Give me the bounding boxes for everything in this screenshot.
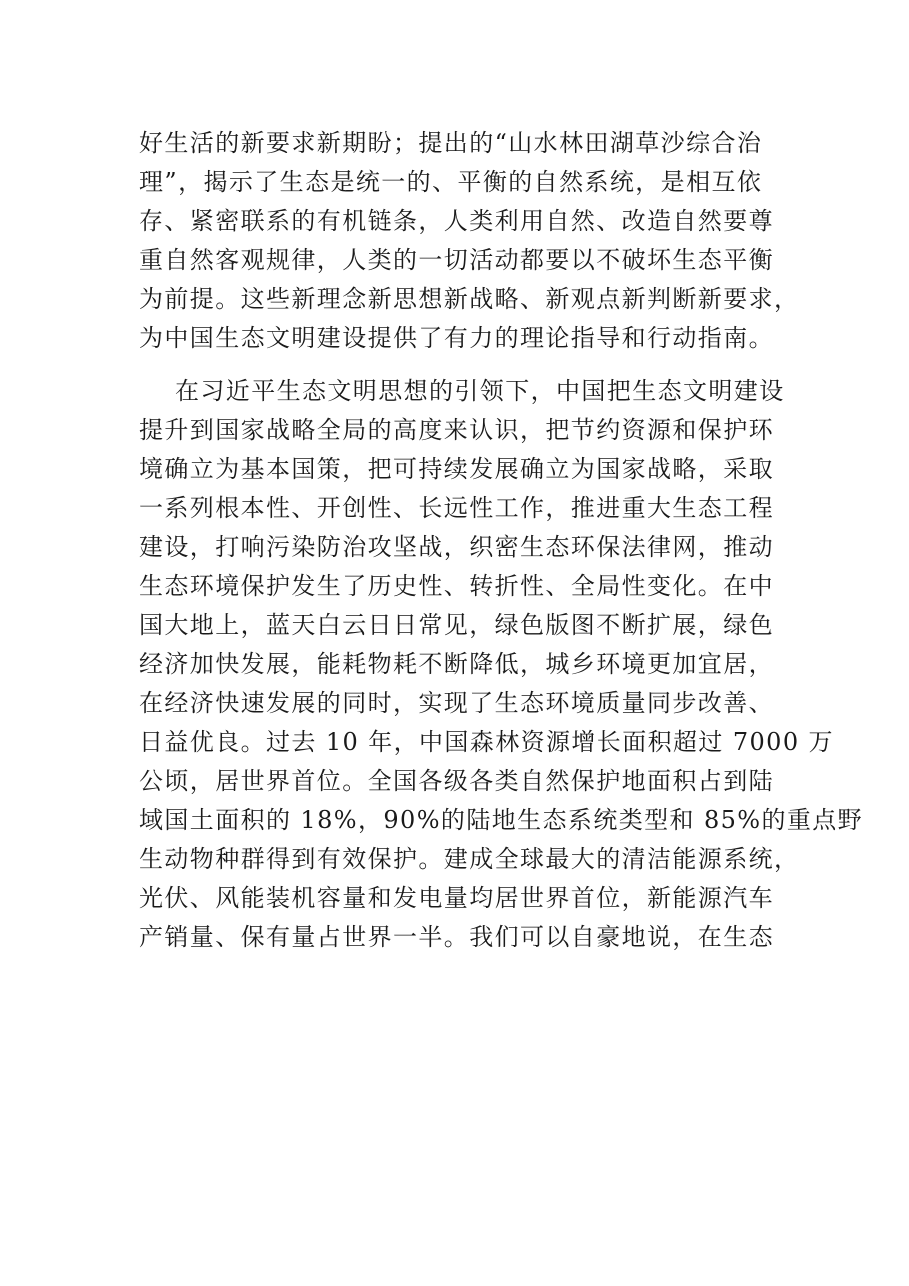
text-line: 光伏、风能装机容量和发电量均居世界首位，新能源汽车 [139,884,774,912]
paragraph-1 [139,124,800,358]
text-line: 存、紧密联系的有机链条，人类利用自然、改造自然要尊 [139,207,774,235]
text-line: 好生活的新要求新期盼；提出的“山水林田湖草沙综合治 [139,129,763,157]
text-line: 在经济快速发展的同时，实现了生态环境质量同步改善、 [139,689,774,717]
text-line: 产销量、保有量占世界一半。我们可以自豪地说，在生态 [139,923,774,951]
text-line: 重自然客观规律，人类的一切活动都要以不破坏生态平衡 [139,246,774,274]
text-line: 国大地上，蓝天白云日日常见，绿色版图不断扩展，绿色 [139,611,774,639]
text-line: 经济加快发展，能耗物耗不断降低，城乡环境更加宜居， [139,650,774,678]
text-line: 建设，打响污染防治攻坚战，织密生态环保法律网，推动 [139,533,774,561]
body-text [139,124,864,957]
text-line: 境确立为基本国策，把可持续发展确立为国家战略，采取 [139,455,774,483]
text-line: 为前提。这些新理念新思想新战略、新观点新判断新要求， [139,285,800,313]
text-line: 在习近平生态文明思想的引领下，中国把生态文明建设 [175,377,785,405]
text-line: 理”，揭示了生态是统一的、平衡的自然系统，是相互依 [139,168,763,196]
text-line: 一系列根本性、开创性、长远性工作，推进重大生态工程 [139,494,774,522]
text-line: 提升到国家战略全局的高度来认识，把节约资源和保护环 [139,416,774,444]
text-line: 生态环境保护发生了历史性、转折性、全局性变化。在中 [139,572,774,600]
text-line: 域国土面积的 18%，90%的陆地生态系统类型和 85%的重点野 [139,806,864,834]
text-line: 为中国生态文明建设提供了有力的理论指导和行动指南。 [139,324,774,352]
text-line: 公顷，居世界首位。全国各级各类自然保护地面积占到陆 [139,767,774,795]
text-line: 生动物种群得到有效保护。建成全球最大的清洁能源系统， [139,845,800,873]
text-line: 日益优良。过去 10 年，中国森林资源增长面积超过 7000 万 [139,728,834,756]
paragraph-2 [139,372,864,957]
